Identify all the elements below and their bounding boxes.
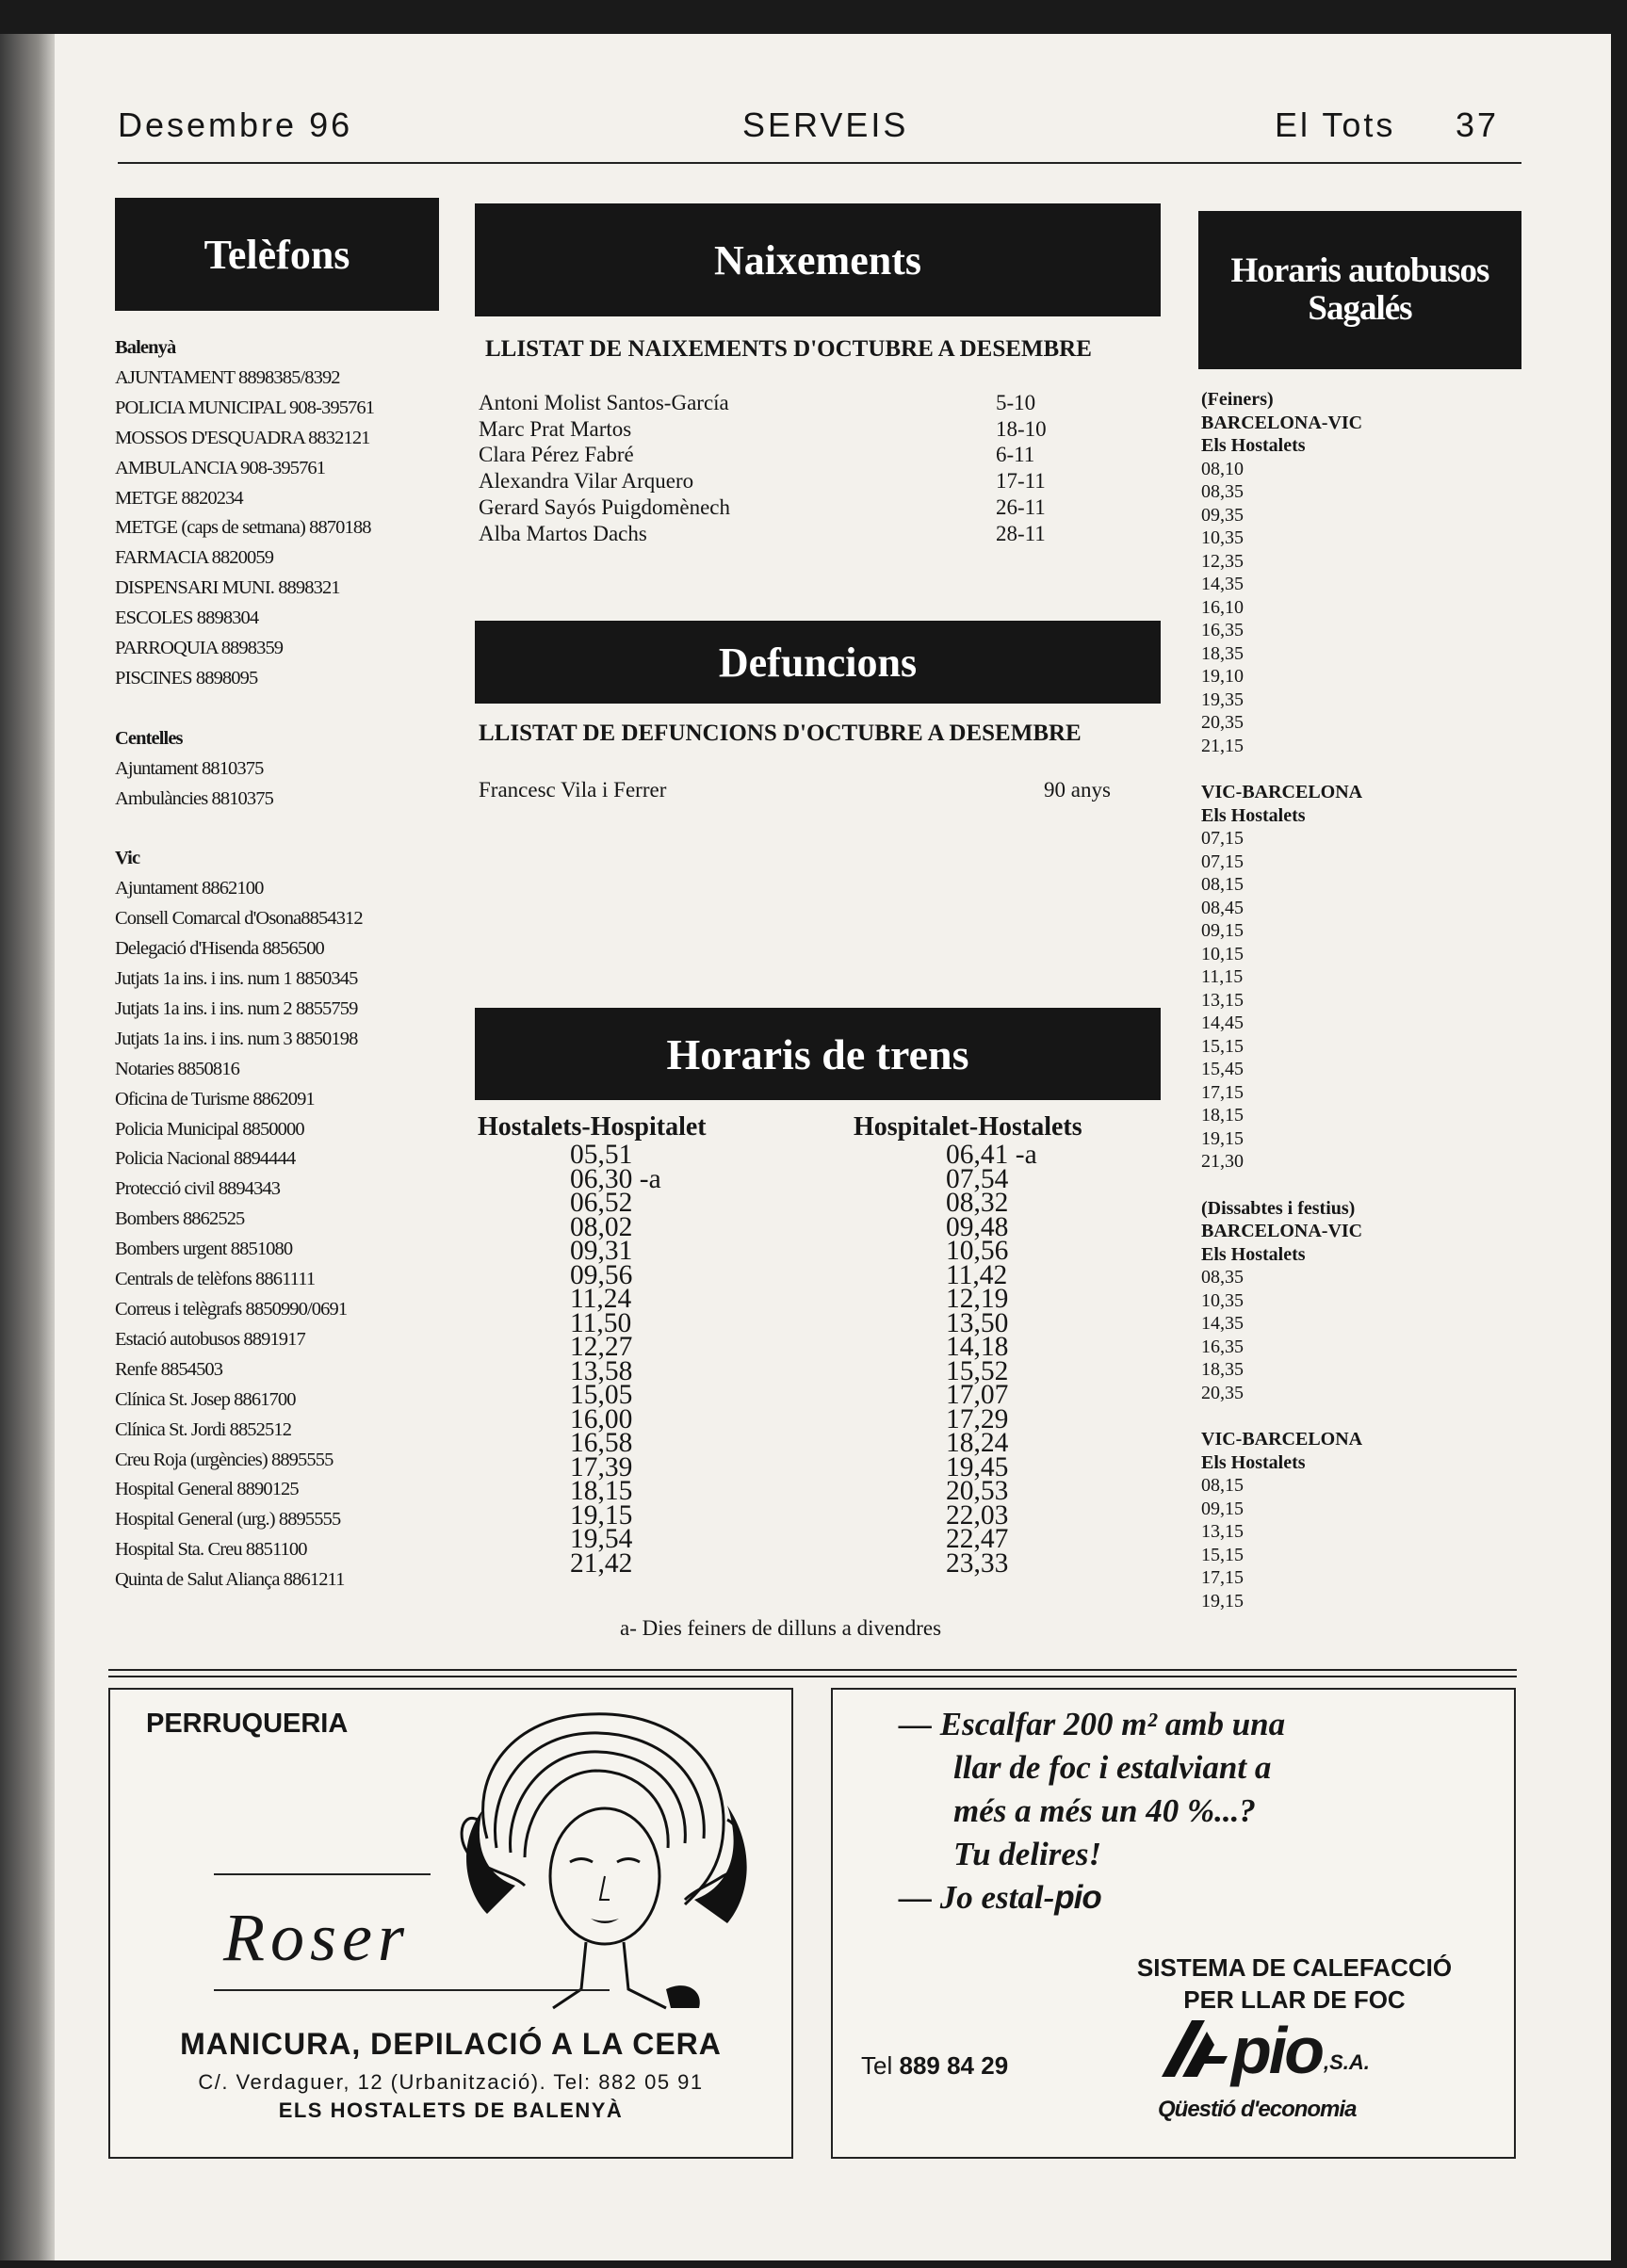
- defuncions-list: [479, 777, 1138, 803]
- train-time: 12,19: [946, 1284, 1009, 1314]
- telefons-gap: [115, 694, 440, 724]
- telefons-entry: POLICIA MUNICIPAL 908-395761: [115, 397, 375, 418]
- telefons-entry: METGE 8820234: [115, 487, 243, 509]
- bus-gap: [1201, 1404, 1399, 1428]
- naixements-list: [479, 390, 1091, 546]
- telefons-section-name: Centelles: [115, 727, 183, 749]
- ad-pio-tel-number: 889 84 29: [899, 2051, 1009, 2080]
- train-time: 07,54: [946, 1163, 1009, 1194]
- naixement-name: Clara Pérez Fabré: [479, 443, 634, 467]
- telefons-section-name: Vic: [115, 848, 140, 869]
- defuncions-subtitle: LLISTAT DE DEFUNCIONS D'OCTUBRE A DESEMBRE: [479, 721, 1082, 746]
- train-time: 19,15: [570, 1499, 633, 1531]
- bus-time: 19,35: [1201, 688, 1244, 710]
- ad-pio-line5: [899, 1876, 1285, 1920]
- telefons-entry: FARMACIA 8820059: [115, 547, 274, 569]
- train-time: 06,41 -a: [946, 1140, 1037, 1170]
- trens-title: Horaris de trens: [475, 1008, 1161, 1100]
- telefons-entry: AJUNTAMENT 8898385/8392: [115, 366, 340, 388]
- pio-slogan: Qüestió d'economia: [1158, 2097, 1357, 2122]
- bus-time: 16,35: [1201, 620, 1244, 640]
- bus-time: 21,15: [1201, 735, 1244, 756]
- ad-pio-tel-label: Tel: [861, 2051, 893, 2080]
- trens-col1: [478, 1111, 707, 1579]
- naixements-subtitle: LLISTAT DE NAIXEMENTS D'OCTUBRE A DESEMBRE: [485, 336, 1092, 362]
- train-time: 19,45: [946, 1451, 1009, 1482]
- bus-time: 08,35: [1201, 481, 1244, 502]
- telefons-entry: Jutjats 1a ins. i ins. num 2 8855759: [115, 997, 358, 1019]
- telefons-entry: Consell Comarcal d'Osona8854312: [115, 908, 363, 930]
- telefons-list: [115, 333, 440, 1596]
- bus-time: 21,30: [1201, 1151, 1244, 1172]
- telefons-entry: Oficina de Turisme 8862091: [115, 1088, 315, 1110]
- train-time: 14,18: [946, 1332, 1009, 1362]
- telefons-entry: AMBULANCIA 908-395761: [115, 457, 326, 478]
- telefons-title: Telèfons: [115, 198, 439, 311]
- train-time: 16,58: [570, 1428, 633, 1458]
- bus-time: 18,35: [1201, 1359, 1244, 1380]
- trens-col2-head: Hospitalet-Hostalets: [854, 1112, 1082, 1142]
- trens-col1-head: Hostalets-Hospitalet: [478, 1112, 707, 1142]
- pio-logo-mark-icon: [1158, 2015, 1231, 2081]
- telefons-entry: Policia Nacional 8894444: [115, 1148, 296, 1170]
- ad-pio-line5-brand: pio: [1054, 1879, 1101, 1916]
- bus-time: 14,35: [1201, 1313, 1244, 1334]
- naixement-row: [479, 390, 1091, 416]
- bus-time: 19,10: [1201, 666, 1244, 687]
- bus-time: 12,35: [1201, 550, 1244, 572]
- train-time: 11,50: [570, 1307, 632, 1338]
- header-section: SERVEIS: [742, 105, 909, 144]
- page-binding-shadow: [0, 34, 55, 2260]
- bus-time: 19,15: [1201, 1127, 1244, 1149]
- logo-rule-bottom: [214, 1989, 610, 1991]
- header-date: Desembre 96: [118, 105, 353, 144]
- train-time: 16,00: [570, 1403, 633, 1434]
- ad-perruqueria-services: MANICURA, DEPILACIÓ A LA CERA: [180, 2027, 722, 2061]
- ad-pio-line2: llar de foc i estalviant a: [953, 1749, 1272, 1786]
- telefons-entry: Clínica St. Josep 8861700: [115, 1388, 296, 1410]
- bus-time: 10,15: [1201, 943, 1244, 964]
- train-time: 11,24: [570, 1284, 632, 1314]
- ad-perruqueria-address: C/. Verdaguer, 12 (Urbanització). Tel: 882 05 91: [198, 2070, 704, 2094]
- ad-pio: [831, 1688, 1516, 2159]
- bottom-rule-bottom: [108, 1676, 1517, 1677]
- train-time: 17,07: [946, 1380, 1009, 1410]
- header-page-number: 37: [1456, 105, 1500, 144]
- bus-time: 13,15: [1201, 989, 1244, 1011]
- naixements-title: Naixements: [475, 203, 1161, 316]
- naixement-row: [479, 416, 1091, 443]
- telefons-entry: PISCINES 8898095: [115, 667, 258, 688]
- telefons-entry: Ajuntament 8862100: [115, 878, 264, 899]
- telefons-entry: Quinta de Salut Aliança 8861211: [115, 1569, 345, 1591]
- ad-pio-system: [1106, 1952, 1483, 2016]
- autobusos-title-line2: Sagalés: [1308, 289, 1412, 328]
- bus-route: VIC-BARCELONA: [1201, 782, 1363, 802]
- train-time: 12,27: [570, 1332, 633, 1362]
- bus-time: 08,35: [1201, 1267, 1244, 1288]
- train-time: 17,29: [946, 1403, 1009, 1434]
- bus-stop: Els Hostalets: [1201, 435, 1306, 456]
- ad-pio-line1: — Escalfar 200 m² amb una: [899, 1706, 1286, 1742]
- autobusos-title: [1198, 211, 1521, 369]
- train-time: 15,52: [946, 1355, 1009, 1386]
- telefons-entry: Estació autobusos 8891917: [115, 1328, 305, 1350]
- defuncio-name: Francesc Vila i Ferrer: [479, 778, 667, 802]
- bus-day: (Dissabtes i festius): [1201, 1197, 1356, 1219]
- train-time: 09,31: [570, 1236, 633, 1266]
- defuncio-row: [479, 777, 1138, 803]
- bus-time: 11,15: [1201, 966, 1244, 987]
- naixement-name: Marc Prat Martos: [479, 416, 632, 441]
- bus-time: 09,15: [1201, 920, 1244, 941]
- train-time: 09,48: [946, 1211, 1009, 1242]
- train-time: 13,50: [946, 1307, 1009, 1338]
- ad-perruqueria-town: ELS HOSTALETS DE BALENYÀ: [278, 2098, 624, 2122]
- bus-time: 16,35: [1201, 1336, 1244, 1357]
- train-time: 08,32: [946, 1188, 1009, 1218]
- train-time: 21,42: [570, 1547, 633, 1579]
- bus-time: 20,35: [1201, 1382, 1244, 1403]
- trens-note: a- Dies feiners de dilluns a divendres: [620, 1616, 942, 1640]
- bus-time: 07,15: [1201, 828, 1244, 849]
- telefons-entry: Correus i telègrafs 8850990/0691: [115, 1298, 348, 1320]
- bottom-rule-top: [108, 1669, 1517, 1671]
- ad-perruqueria-heading: PERRUQUERIA: [146, 1709, 349, 1739]
- train-time: 08,02: [570, 1211, 633, 1242]
- telefons-entry: METGE (caps de setmana) 8870188: [115, 517, 371, 539]
- header-magazine: El Tots: [1275, 105, 1396, 144]
- train-time: 09,56: [570, 1259, 633, 1290]
- bus-time: 19,15: [1201, 1590, 1244, 1612]
- trens-col1-times: [478, 1140, 707, 1579]
- naixement-date: 17-11: [996, 469, 1046, 494]
- bus-time: 17,15: [1201, 1567, 1244, 1588]
- naixement-name: Antoni Molist Santos-García: [479, 391, 729, 414]
- telefons-entry: MOSSOS D'ESQUADRA 8832121: [115, 427, 370, 448]
- ad-pio-system-line1: SISTEMA DE CALEFACCIÓ: [1136, 1953, 1453, 1982]
- bus-day: (Feiners): [1201, 389, 1274, 410]
- bus-time: 09,15: [1201, 1498, 1244, 1519]
- train-time: 10,56: [946, 1236, 1009, 1266]
- bus-route: VIC-BARCELONA: [1201, 1429, 1363, 1450]
- telefons-entry: Renfe 8854503: [115, 1358, 223, 1380]
- bus-route: BARCELONA-VIC: [1201, 412, 1363, 433]
- telefons-entry: Creu Roja (urgències) 8895555: [115, 1449, 334, 1470]
- bus-time: 18,15: [1201, 1105, 1244, 1126]
- bus-stop: Els Hostalets: [1201, 1243, 1306, 1265]
- naixement-name: Gerard Sayós Puigdomènech: [479, 494, 730, 519]
- telefons-entry: DISPENSARI MUNI. 8898321: [115, 577, 340, 599]
- train-time: 23,33: [946, 1547, 1009, 1579]
- telefons-entry: Ajuntament 8810375: [115, 757, 264, 779]
- defuncions-title: Defuncions: [475, 621, 1161, 704]
- bus-time: 18,35: [1201, 642, 1244, 664]
- ad-pio-line5-prefix: — Jo estal-: [899, 1879, 1055, 1916]
- bus-time: 10,35: [1201, 1289, 1244, 1311]
- telefons-entry: Hospital General (urg.) 8895555: [115, 1509, 341, 1531]
- bus-gap: [1201, 757, 1399, 781]
- bus-time: 08,45: [1201, 897, 1244, 918]
- bus-time: 17,15: [1201, 1081, 1244, 1103]
- naixement-date: 26-11: [996, 494, 1046, 519]
- telefons-entry: Jutjats 1a ins. i ins. num 3 8850198: [115, 1028, 358, 1049]
- bus-stop: Els Hostalets: [1201, 804, 1306, 826]
- telefons-entry: PARROQUIA 8898359: [115, 638, 284, 659]
- pio-logo-suffix: ,S.A.: [1323, 2050, 1370, 2074]
- pio-logo-text: pio: [1231, 2014, 1322, 2087]
- telefons-entry: Jutjats 1a ins. i ins. num 1 8850345: [115, 968, 358, 989]
- train-time: 18,24: [946, 1428, 1009, 1458]
- ad-pio-tel: [861, 2051, 1008, 2081]
- bus-time: 15,45: [1201, 1059, 1244, 1079]
- ad-pio-system-line2: PER LLAR DE FOC: [1183, 1985, 1406, 2014]
- bus-time: 14,35: [1201, 574, 1244, 594]
- telefons-entry: Bombers urgent 8851080: [115, 1239, 293, 1260]
- ad-pio-line3: més a més un 40 %...?: [953, 1792, 1256, 1829]
- bus-time: 08,15: [1201, 1475, 1244, 1496]
- naixement-row: [479, 521, 1091, 547]
- telefons-entry: ESCOLES 8898304: [115, 608, 259, 629]
- telefons-entry: Policia Municipal 8850000: [115, 1118, 304, 1140]
- bus-time: 15,15: [1201, 1544, 1244, 1565]
- bus-time: 10,35: [1201, 527, 1244, 548]
- ad-pio-line4: Tu delires!: [953, 1836, 1102, 1872]
- telefons-entry: Centrals de telèfons 8861111: [115, 1269, 316, 1290]
- telefons-section-name: Balenyà: [115, 337, 176, 358]
- naixement-date: 6-11: [996, 443, 1035, 467]
- train-time: 06,52: [570, 1188, 633, 1218]
- naixement-date: 5-10: [996, 391, 1036, 414]
- naixement-date: 18-10: [996, 416, 1047, 441]
- naixement-row: [479, 442, 1091, 468]
- trens-col2: [854, 1111, 1082, 1579]
- telefons-entry: Hospital General 8890125: [115, 1479, 299, 1500]
- train-time: 17,39: [570, 1451, 633, 1482]
- telefons-entry: Bombers 8862525: [115, 1208, 245, 1230]
- naixement-date: 28-11: [996, 521, 1046, 545]
- telefons-entry: Delegació d'Hisenda 8856500: [115, 938, 324, 960]
- train-time: 22,03: [946, 1499, 1009, 1531]
- bus-time: 07,15: [1201, 850, 1244, 872]
- autobusos-title-line1: Horaris autobusos: [1230, 251, 1489, 290]
- bus-gap: [1201, 1174, 1399, 1197]
- train-time: 22,47: [946, 1524, 1009, 1554]
- trens-col2-times: [854, 1140, 1082, 1579]
- bus-route: BARCELONA-VIC: [1201, 1221, 1363, 1241]
- bus-time: 08,15: [1201, 874, 1244, 895]
- train-time: 18,15: [570, 1476, 633, 1506]
- naixement-name: Alexandra Vilar Arquero: [479, 469, 694, 494]
- autobusos-list: [1201, 388, 1399, 1612]
- naixement-row: [479, 468, 1091, 494]
- ad-perruqueria: [108, 1688, 793, 2159]
- bus-time: 09,35: [1201, 504, 1244, 526]
- hair-woman-illustration-icon: [459, 1697, 751, 2017]
- train-time: 11,42: [946, 1259, 1008, 1290]
- bus-time: 16,10: [1201, 596, 1244, 618]
- train-time: 19,54: [570, 1524, 633, 1554]
- telefons-entry: Hospital Sta. Creu 8851100: [115, 1539, 307, 1561]
- bus-time: 20,35: [1201, 712, 1244, 733]
- train-time: 06,30 -a: [570, 1163, 661, 1194]
- telefons-gap: [115, 814, 440, 844]
- train-time: 15,05: [570, 1380, 633, 1410]
- defuncio-age: 90 anys: [1044, 778, 1111, 802]
- telefons-entry: Ambulàncies 8810375: [115, 787, 273, 809]
- roser-logo: Roser: [223, 1900, 410, 1975]
- naixement-name: Alba Martos Dachs: [479, 521, 647, 545]
- bus-time: 15,15: [1201, 1035, 1244, 1057]
- train-time: 20,53: [946, 1476, 1009, 1506]
- logo-rule-top: [214, 1873, 431, 1875]
- pio-logo: [1158, 2014, 1370, 2087]
- bus-time: 13,15: [1201, 1521, 1244, 1542]
- naixement-row: [479, 494, 1091, 521]
- bus-time: 14,45: [1201, 1012, 1244, 1033]
- ad-pio-copy: [899, 1703, 1285, 1920]
- train-time: 05,51: [570, 1140, 633, 1170]
- telefons-entry: Notaries 8850816: [115, 1058, 239, 1079]
- bus-stop: Els Hostalets: [1201, 1451, 1306, 1473]
- telefons-entry: Clínica St. Jordi 8852512: [115, 1418, 292, 1440]
- bus-time: 08,10: [1201, 458, 1244, 479]
- telefons-entry: Protecció civil 8894343: [115, 1178, 281, 1200]
- train-time: 13,58: [570, 1355, 633, 1386]
- header-rule: [118, 162, 1521, 164]
